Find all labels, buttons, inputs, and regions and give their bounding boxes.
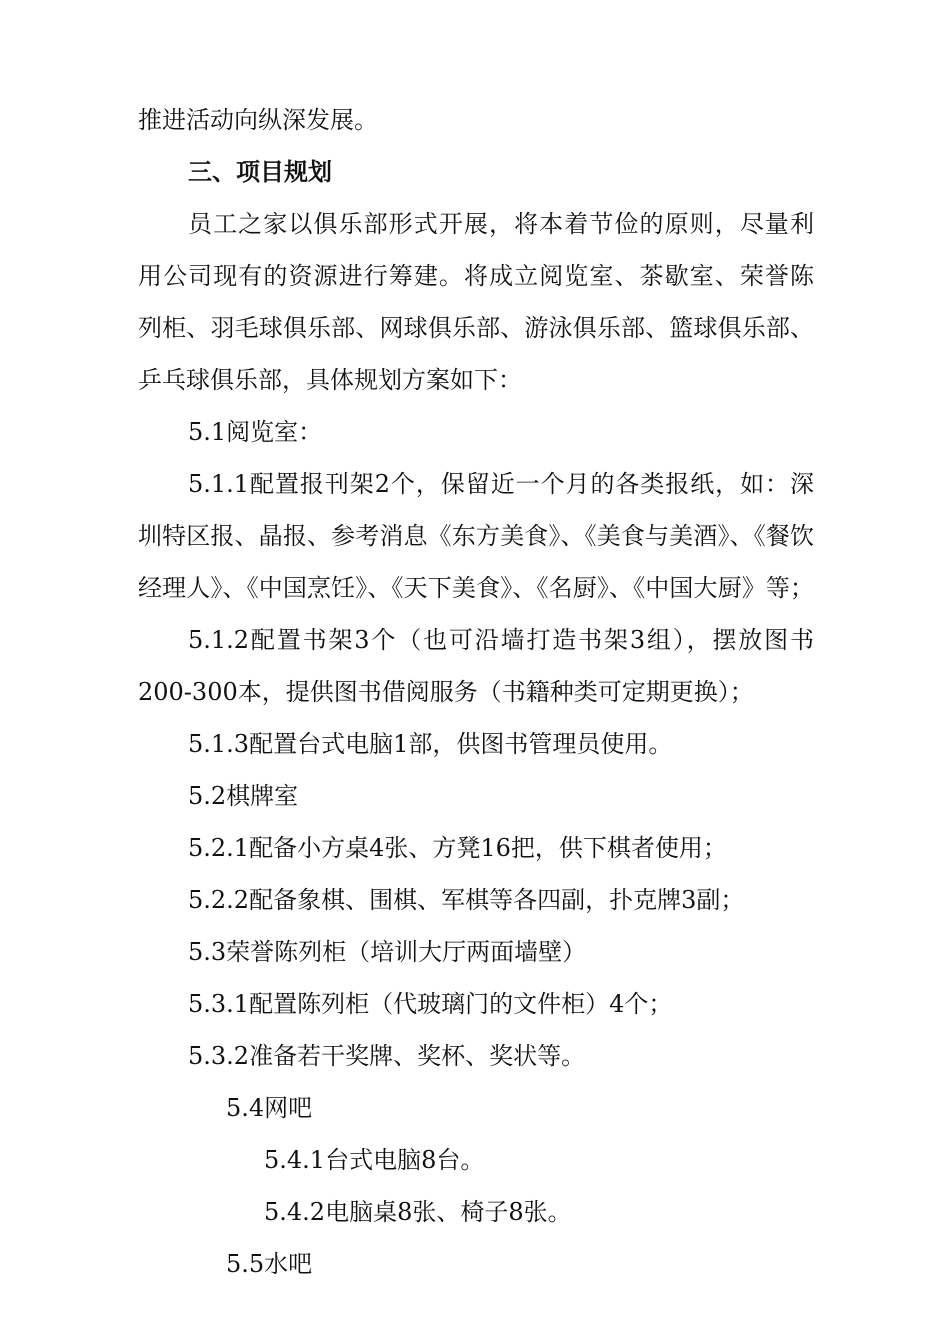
item-5-4-1: 5.4.1台式电脑8台。 [264,1146,485,1174]
item-5-1-2-line-2: 200-300本，提供图书借阅服务（书籍种类可定期更换）； [138,678,754,706]
item-5-4-2: 5.4.2电脑桌8张、椅子8张。 [264,1198,572,1226]
paragraph-line-intro-2: 用公司现有的资源进行筹建。将成立阅览室、茶歇室、荣誉陈 [138,262,814,290]
item-5-1-2-line-1: 5.1.2配置书架3个（也可沿墙打造书架3组），摆放图书 [188,626,814,654]
item-5-1-1-line-2: 圳特区报、晶报、参考消息《东方美食》、《美食与美酒》、《餐饮 [138,522,814,550]
subheading-water-bar: 5.5水吧 [226,1250,313,1278]
item-5-2-1: 5.2.1配备小方桌4张、方凳16把，供下棋者使用； [188,834,727,862]
item-5-1-1-line-3: 经理人》、《中国烹饪》、《天下美食》、《名厨》、《中国大厨》等； [138,574,814,602]
subheading-internet-bar: 5.4网吧 [226,1094,313,1122]
paragraph-line-intro-1: 员工之家以俱乐部形式开展，将本着节俭的原则，尽量利 [188,210,814,238]
subheading-reading-room: 5.1阅览室： [188,418,323,446]
item-5-3-2: 5.3.2准备若干奖牌、奖杯、奖状等。 [188,1042,586,1070]
paragraph-line-intro-3: 列柜、羽毛球俱乐部、网球俱乐部、游泳俱乐部、篮球俱乐部、 [138,314,814,342]
item-5-1-1-line-1: 5.1.1配置报刊架2个，保留近一个月的各类报纸，如：深 [188,470,814,498]
subheading-honor-cabinet: 5.3荣誉陈列柜（培训大厅两面墙壁） [188,938,587,966]
subheading-chess-room: 5.2棋牌室 [188,782,299,810]
paragraph-line-intro-4: 乒乓球俱乐部，具体规划方案如下： [138,366,522,394]
paragraph-line-continuation: 推进活动向纵深发展。 [138,106,378,134]
item-5-3-1: 5.3.1配置陈列柜（代玻璃门的文件柜）4个； [188,990,673,1018]
item-5-1-3: 5.1.3配置台式电脑1部，供图书管理员使用。 [188,730,673,758]
item-5-2-2: 5.2.2配备象棋、围棋、军棋等各四副，扑克牌3副； [188,886,745,914]
section-heading-project-planning: 三、项目规划 [188,158,332,186]
